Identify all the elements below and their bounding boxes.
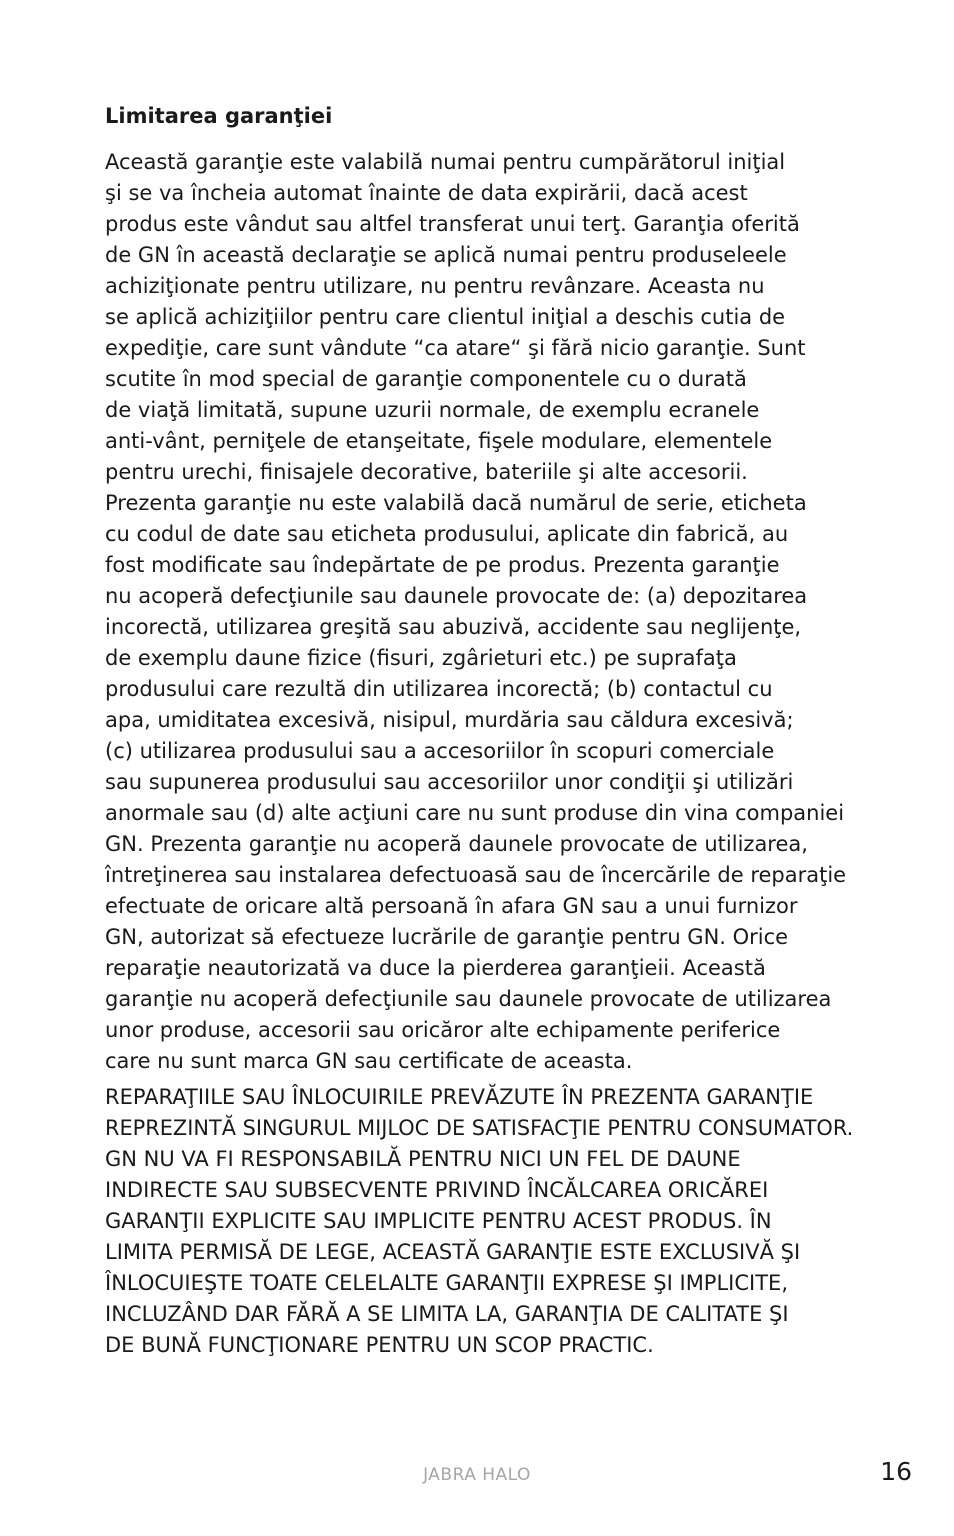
text-line: achiziţionate pentru utilizare, nu pentru revânzare. Aceasta nu [105, 274, 765, 298]
text-line: expediţie, care sunt vândute “ca atare“ şi fără nicio garanţie. Sunt [105, 336, 806, 360]
text-line: unor produse, accesorii sau oricăror alte echipamente periferice [105, 1018, 781, 1042]
warranty-disclaimer-paragraph [105, 1082, 855, 1361]
text-line: de GN în această declaraţie se aplică numai pentru produseleele [105, 243, 787, 267]
text-line: anormale sau (d) alte acţiuni care nu sunt produse din vina companiei [105, 801, 845, 825]
text-line: (c) utilizarea produsului sau a accesoriilor în scopuri comerciale [105, 739, 775, 763]
text-line: întreţinerea sau instalarea defectuoasă sau de încercările de reparaţie [105, 863, 847, 887]
text-line: sau supunerea produsului sau accesoriilor unor condiţii şi utilizări [105, 770, 794, 794]
text-line: scutite în mod special de garanţie componentele cu o durată [105, 367, 747, 391]
text-line: reparaţie neautorizată va duce la pierderea garanţieii. Această [105, 956, 766, 980]
text-line: care nu sunt marca GN sau certificate de aceasta. [105, 1049, 633, 1073]
text-line: cu codul de date sau eticheta produsului, aplicate din fabrică, au [105, 522, 789, 546]
text-line: Această garanţie este valabilă numai pentru cumpărătorul iniţial [105, 150, 786, 174]
text-line: INCLUZÂND DAR FĂRĂ A SE LIMITA LA, GARANŢIA DE CALITATE ŞI [105, 1302, 789, 1326]
text-line: GN, autorizat să efectueze lucrările de garanţie pentru GN. Orice [105, 925, 789, 949]
text-line: de viaţă limitată, supune uzurii normale, de exemplu ecranele [105, 398, 760, 422]
text-line: pentru urechi, finisajele decorative, bateriile şi alte accesorii. [105, 460, 748, 484]
text-line: DE BUNĂ FUNCŢIONARE PENTRU UN SCOP PRACTIC. [105, 1333, 654, 1357]
text-line: GN NU VA FI RESPONSABILĂ PENTRU NICI UN FEL DE DAUNE [105, 1147, 741, 1171]
text-line: LIMITA PERMISĂ DE LEGE, ACEASTĂ GARANŢIE ESTE EXCLUSIVĂ ŞI [105, 1240, 801, 1264]
footer-product-label: JABRA HALO [423, 1465, 531, 1485]
text-line: GN. Prezenta garanţie nu acoperă daunele provocate de utilizarea, [105, 832, 808, 856]
text-line: se aplică achiziţiilor pentru care clientul iniţial a deschis cutia de [105, 305, 786, 329]
text-line: fost modificate sau îndepărtate de pe produs. Prezenta garanţie [105, 553, 780, 577]
text-line: anti-vânt, perniţele de etanşeitate, fişele modulare, elementele [105, 429, 773, 453]
text-line: produsului care rezultă din utilizarea incorectă; (b) contactul cu [105, 677, 773, 701]
text-line: REPARAŢIILE SAU ÎNLOCUIRILE PREVĂZUTE ÎN PREZENTA GARANŢIE [105, 1085, 814, 1109]
text-line: REPREZINTĂ SINGURUL MIJLOC DE SATISFACŢIE PENTRU CONSUMATOR. [105, 1116, 854, 1140]
warranty-paragraph [105, 147, 855, 1077]
text-line: produs este vândut sau altfel transferat unui terţ. Garanţia oferită [105, 212, 800, 236]
text-line: GARANŢII EXPLICITE SAU IMPLICITE PENTRU ACEST PRODUS. ÎN [105, 1209, 772, 1233]
text-line: incorectă, utilizarea greşită sau abuzivă, accidente sau neglijenţe, [105, 615, 802, 639]
text-line: apa, umiditatea excesivă, nisipul, murdăria sau căldura excesivă; [105, 708, 794, 732]
text-line: INDIRECTE SAU SUBSECVENTE PRIVIND ÎNCĂLCAREA ORICĂREI [105, 1178, 769, 1202]
section-heading: Limitarea garanţiei [105, 104, 333, 128]
text-line: efectuate de oricare altă persoană în afara GN sau a unui furnizor [105, 894, 798, 918]
text-line: şi se va încheia automat înainte de data expirării, dacă acest [105, 181, 748, 205]
text-line: nu acoperă defecţiunile sau daunele provocate de: (a) depozitarea [105, 584, 808, 608]
text-line: garanţie nu acoperă defecţiunile sau daunele provocate de utilizarea [105, 987, 832, 1011]
page-number: 16 [880, 1457, 912, 1486]
text-line: de exemplu daune fizice (fisuri, zgârieturi etc.) pe suprafaţa [105, 646, 737, 670]
text-line: Prezenta garanţie nu este valabilă dacă numărul de serie, eticheta [105, 491, 807, 515]
text-line: ÎNLOCUIEŞTE TOATE CELELALTE GARANŢII EXPRESE ŞI IMPLICITE, [105, 1271, 788, 1295]
